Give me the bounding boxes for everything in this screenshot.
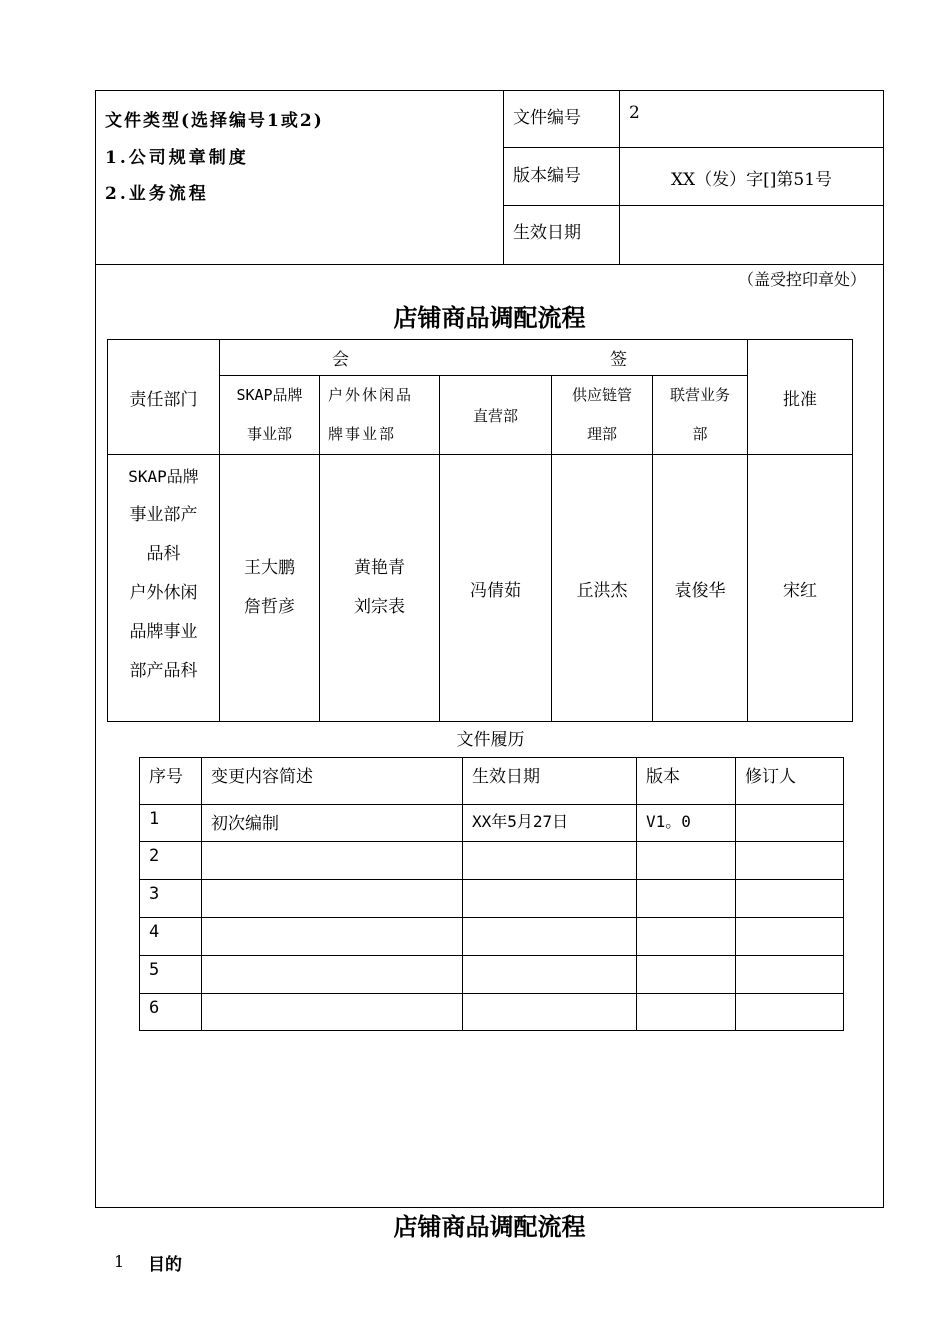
dept-line: 户外休闲	[129, 583, 198, 603]
signer-name: 刘宗表	[354, 597, 405, 617]
history-cell: 2	[140, 842, 202, 880]
history-cell	[463, 956, 637, 994]
dept-header-cell	[108, 340, 220, 455]
history-cell	[202, 880, 463, 918]
signer-name: 黄艳青	[354, 558, 405, 578]
sign-cell-direct	[440, 455, 552, 722]
col-header-joint	[653, 376, 748, 455]
version-no-value: XX（发）字[]第51号	[670, 170, 833, 190]
dept-line: 品科	[146, 544, 181, 564]
col-header-line: SKAP品牌	[236, 386, 303, 404]
file-type-option-2: 2.业务流程	[105, 184, 209, 204]
col-header-line: 供应链管	[571, 386, 632, 404]
stamp-note: （盖受控印章处）	[737, 270, 866, 289]
effective-date-label: 生效日期	[513, 223, 581, 243]
col-header-line: 牌事业部	[328, 425, 397, 443]
col-header-direct	[440, 376, 552, 455]
col-header-line: 户外休闲品	[328, 386, 414, 404]
file-type-title: 文件类型(选择编号1或2)	[105, 111, 324, 131]
history-cell	[637, 918, 736, 956]
table-row	[140, 842, 844, 880]
history-caption: 文件履历	[456, 730, 525, 750]
history-cell	[736, 880, 844, 918]
history-cell: 5	[140, 956, 202, 994]
history-cell	[637, 956, 736, 994]
history-header-cell: 修订人	[736, 758, 844, 805]
sign-cell-skap	[220, 455, 320, 722]
signer-name: 冯倩茹	[470, 580, 521, 601]
history-cell	[202, 918, 463, 956]
history-cell: 3	[140, 880, 202, 918]
signer-name: 袁俊华	[674, 580, 726, 601]
history-cell: 6	[140, 994, 202, 1031]
history-header-cell: 版本	[637, 758, 736, 805]
history-cell: V1。0	[637, 805, 736, 842]
history-cell	[736, 994, 844, 1031]
approve-cell	[748, 455, 853, 722]
countersign-right: 签	[610, 350, 627, 370]
section-heading: 目的	[148, 1255, 182, 1275]
dept-header: 责任部门	[129, 389, 198, 410]
dept-line: 部产品科	[129, 661, 198, 681]
table-row	[140, 918, 844, 956]
signer-name: 丘洪杰	[576, 580, 628, 601]
col-header-outdoor	[320, 376, 440, 455]
dept-line: 品牌事业	[129, 622, 198, 642]
countersign-table	[107, 339, 853, 722]
countersign-header-cell	[220, 340, 748, 376]
history-cell	[637, 842, 736, 880]
col-header-supply	[552, 376, 653, 455]
countersign-left: 会	[332, 350, 349, 370]
history-cell	[736, 805, 844, 842]
history-cell	[637, 880, 736, 918]
history-cell: 初次编制	[202, 805, 463, 842]
table-row	[140, 956, 844, 994]
signer-name: 王大鹏	[244, 558, 295, 578]
file-no-value: 2	[629, 103, 640, 123]
section-number: 1	[114, 1252, 125, 1271]
history-cell	[736, 956, 844, 994]
history-cell	[736, 842, 844, 880]
history-cell: 4	[140, 918, 202, 956]
col-header-line: 联营业务	[669, 386, 730, 404]
history-header-cell: 序号	[140, 758, 202, 805]
file-type-option-1: 1.公司规章制度	[105, 148, 249, 168]
history-cell	[463, 994, 637, 1031]
approver-name: 宋红	[783, 580, 817, 601]
history-cell	[736, 918, 844, 956]
col-header-line: 直营部	[472, 406, 518, 425]
dept-cell	[108, 455, 220, 722]
approve-header-cell	[748, 340, 853, 455]
dept-line: SKAP品牌	[128, 467, 199, 486]
sign-cell-joint	[653, 455, 748, 722]
col-header-skap	[220, 376, 320, 455]
dept-line: 事业部产	[129, 505, 198, 525]
history-cell	[202, 842, 463, 880]
history-header-row	[140, 758, 844, 805]
history-cell	[637, 994, 736, 1031]
signer-name: 詹哲彦	[244, 597, 295, 617]
history-cell	[463, 918, 637, 956]
sign-cell-outdoor	[320, 455, 440, 722]
approve-header: 批准	[783, 389, 817, 410]
history-cell	[463, 880, 637, 918]
history-cell: 1	[140, 805, 202, 842]
col-header-line: 部	[692, 425, 708, 443]
history-cell	[463, 842, 637, 880]
table-row	[140, 994, 844, 1031]
history-cell	[202, 956, 463, 994]
col-header-line: 理部	[586, 425, 617, 443]
col-header-line: 事业部	[246, 425, 292, 443]
history-header-cell: 生效日期	[463, 758, 637, 805]
table-row	[140, 880, 844, 918]
history-cell	[202, 994, 463, 1031]
page-title: 店铺商品调配流程	[393, 303, 586, 332]
history-cell: XX年5月27日	[463, 805, 637, 842]
history-header-cell: 变更内容简述	[202, 758, 463, 805]
file-no-label: 文件编号	[513, 108, 581, 128]
table-row	[140, 805, 844, 842]
body-title: 店铺商品调配流程	[393, 1212, 586, 1241]
version-no-label: 版本编号	[513, 166, 581, 186]
history-table	[139, 757, 844, 1031]
sign-cell-supply	[552, 455, 653, 722]
